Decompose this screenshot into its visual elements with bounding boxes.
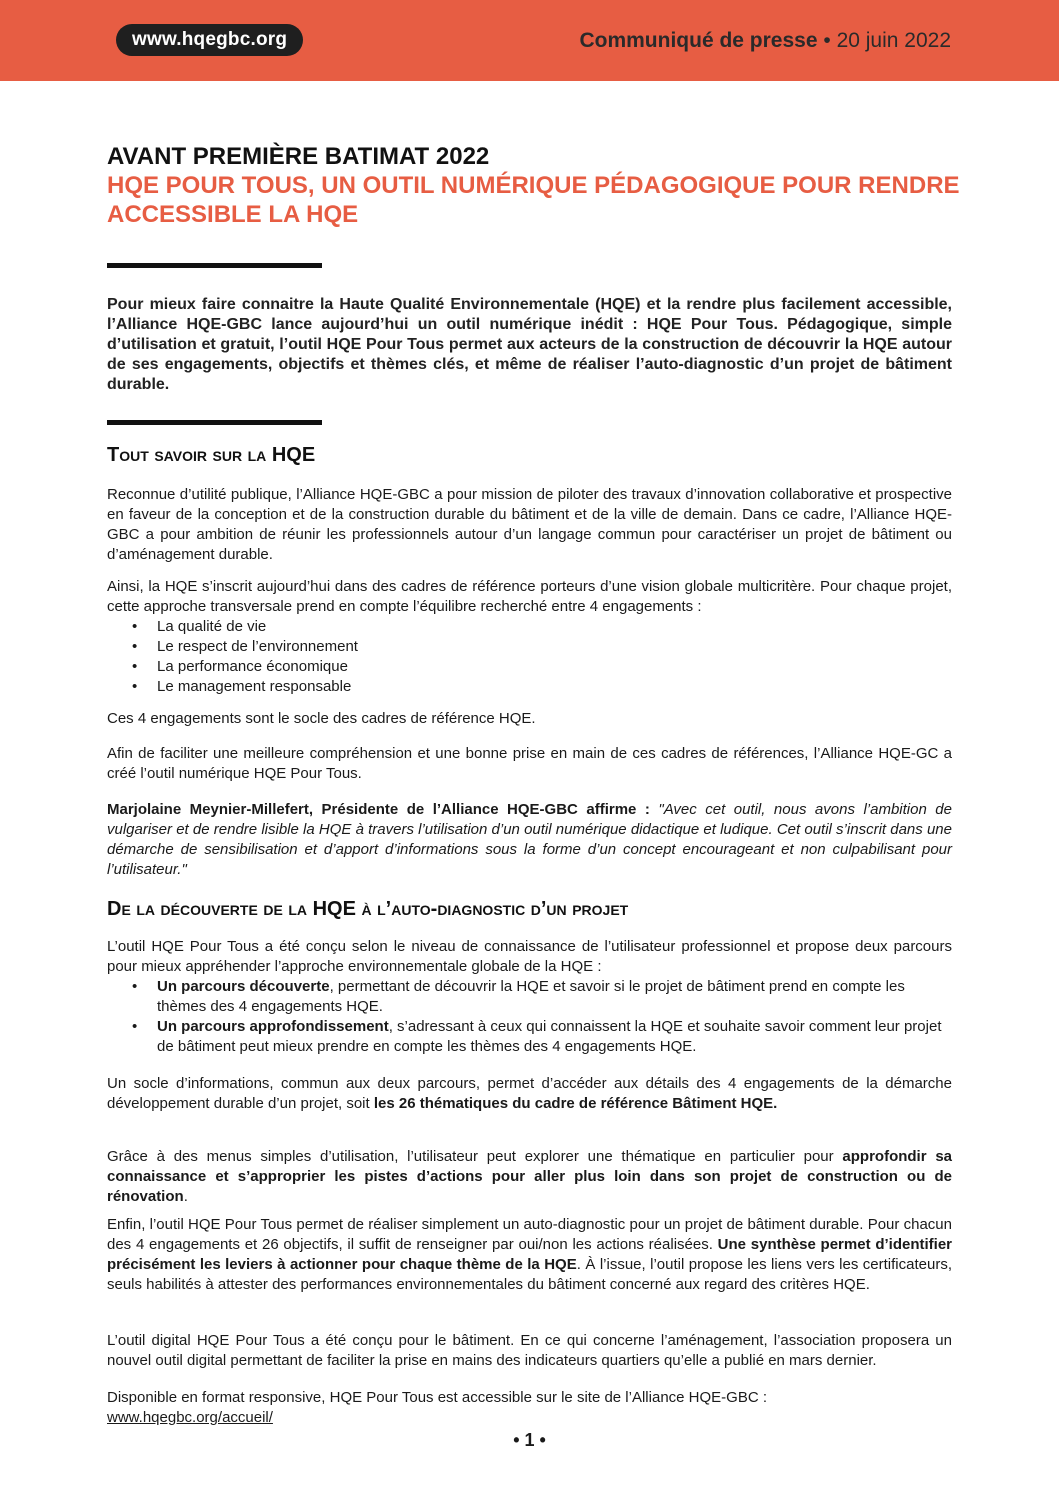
intro-paragraph: Pour mieux faire connaitre la Haute Qualité Environnementale (HQE) et la rendre plus facilement accessible, l’Alliance HQE-GBC lance aujourd’hui un outil numérique inédit : HQE Pour Tous. Pédagogique, simple d’utilisation et gratuit, l’outil HQE Pour Tous permet aux acteurs de la construction de découvrir la HQE autour de ses engagements, objectifs et thèmes clés, et même de réaliser l’auto-diagnostic d’un projet de bâtiment durable.: [107, 296, 952, 393]
paragraph: L’outil digital HQE Pour Tous a été conçu pour le bâtiment. En ce qui concerne l’aménagement, l’association proposera un nouvel outil digital permettant de faciliter la prise en mains des indicateurs quartiers qu’elle a publié en mars dernier.: [107, 1332, 952, 1369]
paragraph-text: Grâce à des menus simples d’utilisation, l’utilisateur peut explorer une thématique en particulier pour: [107, 1148, 843, 1165]
section2-paragraph-4: [107, 1215, 952, 1295]
quote-paragraph: [107, 800, 952, 880]
paragraph: Afin de faciliter une meilleure compréhension et une bonne prise en main de ces cadres de références, l’Alliance HQE-GC a créé l’outil numérique HQE Pour Tous.: [107, 745, 952, 782]
section1-paragraph-3: [107, 709, 952, 729]
divider-rule-2: [107, 420, 322, 425]
section2-paragraph-1: [107, 937, 952, 1057]
press-separator: •: [817, 29, 837, 52]
title-line-1: AVANT PREMIÈRE BATIMAT 2022: [107, 143, 490, 170]
paragraph: [107, 1074, 952, 1114]
website-badge[interactable]: www.hqegbc.org: [116, 24, 303, 56]
list-item: • Le respect de l’environnement: [107, 637, 952, 657]
list-item-bold: Un parcours approfondissement: [157, 1018, 389, 1035]
list-item: • La performance économique: [107, 657, 952, 677]
paragraph-bold: approfondir sa connaissance et s’approprier les pistes d’actions pour aller plus loin dans son projet de construction ou de rénovation: [107, 1148, 953, 1205]
engagements-list: [107, 617, 952, 697]
quote-block: [107, 800, 952, 880]
title-line-2: HQE POUR TOUS, UN OUTIL NUMÉRIQUE PÉDAGOGIQUE POUR RENDRE ACCESSIBLE LA HQE: [107, 172, 960, 228]
list-item-bold: Un parcours découverte: [157, 978, 330, 995]
section2-paragraph-5: [107, 1331, 952, 1371]
paragraph-text: .: [183, 1188, 188, 1205]
section-heading-1: Tout savoir sur la HQE: [107, 444, 316, 466]
quote-text: "Avec cet outil, nous avons l’ambition de vulgariser et de rendre lisible la HQE à travers l’utilisation d’un outil numérique didactique et ludique. Cet outil s’inscrit dans une démarche de sensibilisation et d’apport d’informations sous la forme d’un concept encourageant et non culpabilisant pour l’utilisateur.": [107, 801, 952, 878]
divider-rule-1: [107, 263, 322, 268]
parcours-list: [107, 977, 952, 1057]
section2-paragraph-3: [107, 1147, 952, 1207]
accueil-link[interactable]: www.hqegbc.org/accueil/: [107, 1409, 273, 1426]
list-item: • La qualité de vie: [107, 617, 952, 637]
quote-author: Marjolaine Meynier-Millefert, Présidente de l’Alliance HQE-GBC affirme :: [107, 801, 650, 818]
paragraph: L’outil HQE Pour Tous a été conçu selon le niveau de connaissance de l’utilisateur professionnel et propose deux parcours pour mieux appréhender l’approche environnementale globale de la HQE :: [107, 938, 952, 975]
section1-paragraph-4: [107, 744, 952, 784]
paragraph-bold: Une synthèse permet d’identifier précisément les leviers à actionner pour chaque thème de la HQE: [107, 1236, 952, 1273]
section2-paragraph-6: [107, 1388, 952, 1428]
section-heading-2: De la découverte de la HQE à l’auto-diagnostic d’un projet: [107, 898, 629, 920]
document-title: [107, 142, 967, 229]
paragraph-text: . À l’issue, l’outil propose les liens vers les certificateurs, seuls habilités à attester des performances environnementales du bâtiment concerné aux regard des critères HQE.: [107, 1256, 952, 1293]
header-banner: [0, 0, 1059, 81]
press-date: 20 juin 2022: [836, 29, 951, 52]
list-item-text: , permettant de découvrir la HQE et savoir si le projet de bâtiment prend en compte les thèmes des 4 engagements HQE.: [157, 978, 905, 1015]
list-item: [107, 977, 952, 1017]
paragraph: Ainsi, la HQE s’inscrit aujourd’hui dans des cadres de référence porteurs d’une vision globale multicritère. Pour chaque projet, cette approche transversale prend en compte l’équilibre recherché entre 4 engagements :: [107, 578, 952, 615]
section1-paragraph-1: [107, 485, 952, 565]
paragraph: Disponible en format responsive, HQE Pour Tous est accessible sur le site de l’Alliance HQE-GBC :: [107, 1389, 768, 1406]
list-item: [107, 1017, 952, 1057]
list-item-text: , s’adressant à ceux qui connaissent la HQE et souhaite savoir comment leur projet de bâtiment peut mieux prendre en compte les thèmes des 4 engagements HQE.: [157, 1018, 942, 1055]
section1-paragraph-2: [107, 577, 952, 697]
list-item: • Le management responsable: [107, 677, 952, 697]
press-label: Communiqué de presse: [579, 29, 818, 52]
paragraph-text: Enfin, l’outil HQE Pour Tous permet de réaliser simplement un auto-diagnostic pour un projet de bâtiment durable. Pour chacun des 4 engagements et 26 objectifs, il suffit de renseigner par oui/non les actions réalisées.: [107, 1216, 952, 1253]
page-number: • 1 •: [513, 1430, 546, 1450]
paragraph: Ces 4 engagements sont le socle des cadres de référence HQE.: [107, 710, 536, 727]
paragraph: Reconnue d’utilité publique, l’Alliance HQE-GBC a pour mission de piloter des travaux d’innovation collaborative et prospective en faveur de la conception et de la construction durable du bâtiment et de la ville de demain. Dans ce cadre, l’Alliance HQE-GBC a pour ambition de réunir les professionnels autour d’un langage commun pour caractériser un projet de bâtiment ou d’aménagement durable.: [107, 486, 952, 563]
paragraph-text: Un socle d’informations, commun aux deux parcours, permet d’accéder aux détails des 4 engagements de la démarche développement durable d’un projet, soit: [107, 1075, 952, 1112]
paragraph: [107, 1215, 952, 1295]
press-release-label: [579, 27, 951, 55]
paragraph: [107, 1147, 952, 1207]
paragraph-bold: les 26 thématiques du cadre de référence Bâtiment HQE.: [373, 1095, 778, 1112]
section2-paragraph-2: [107, 1074, 952, 1114]
